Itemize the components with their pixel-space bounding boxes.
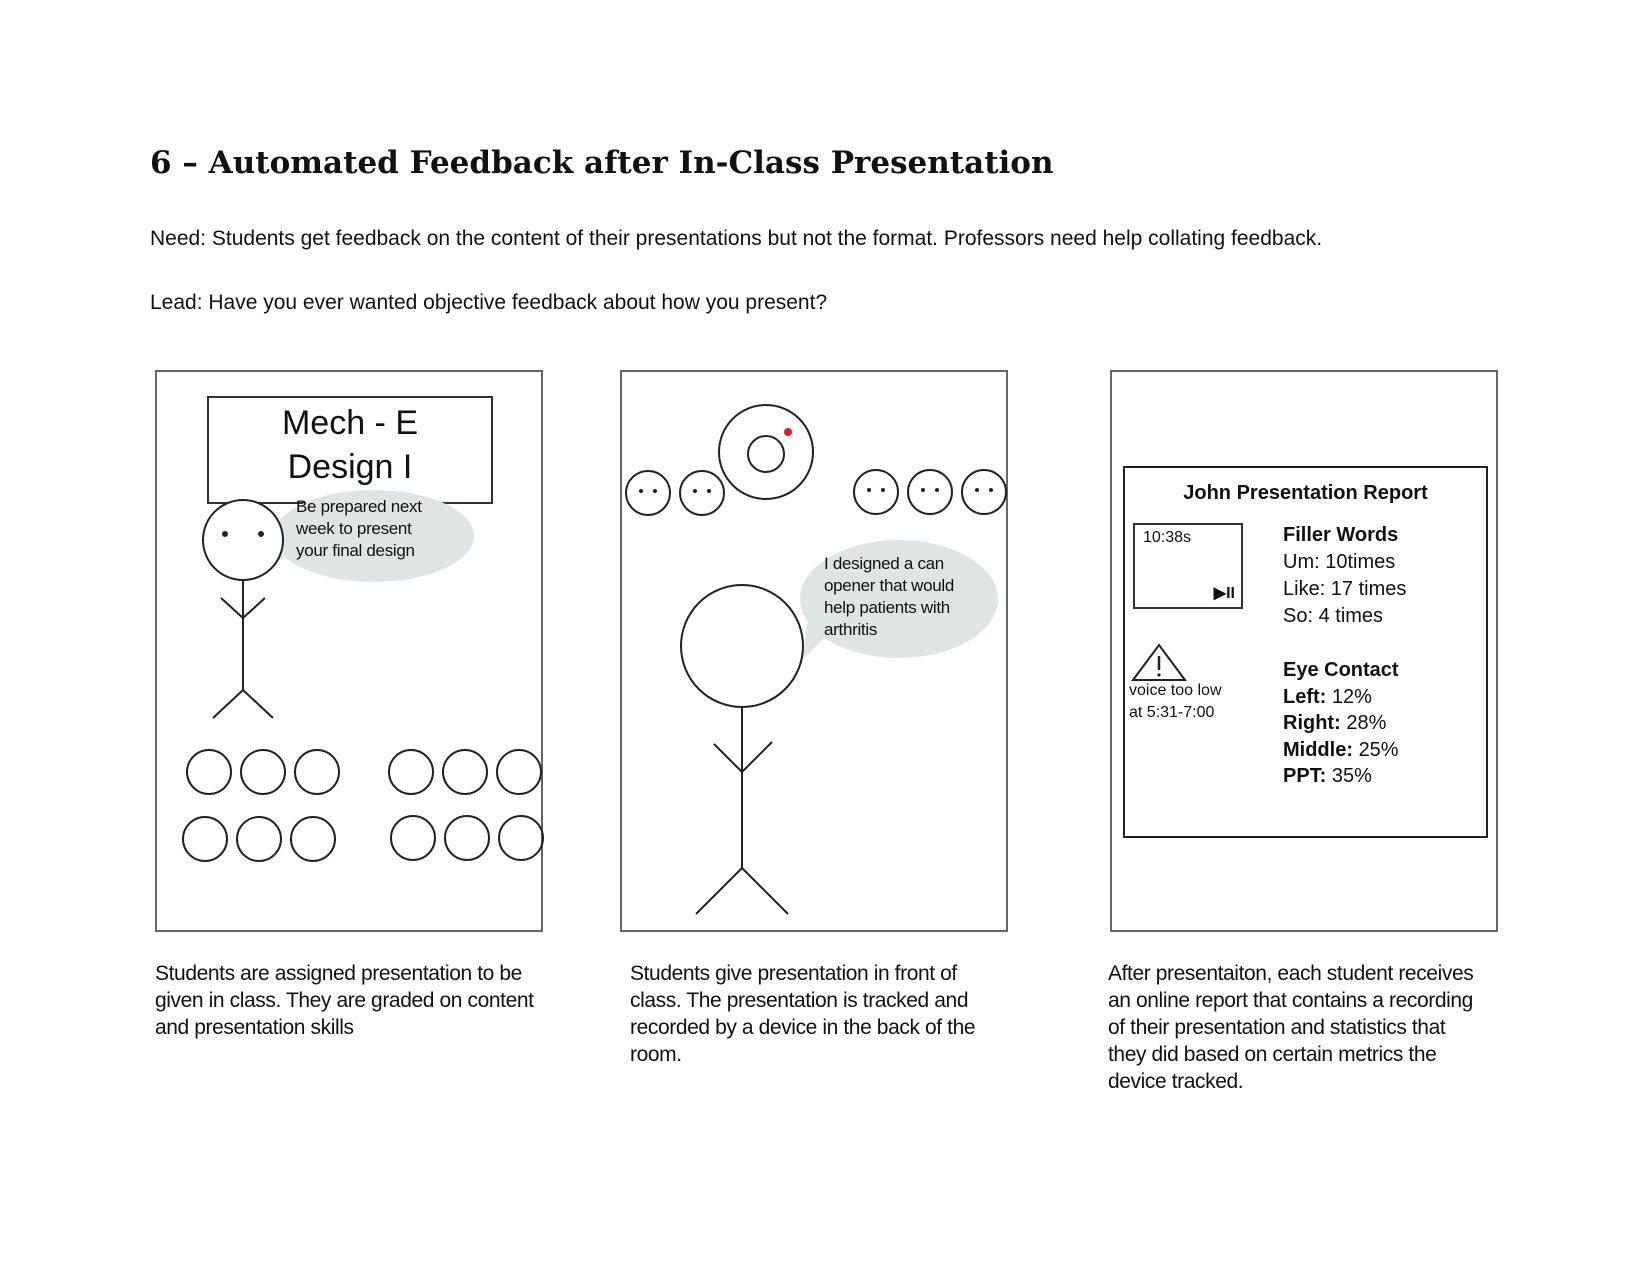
panel-1-caption: Students are assigned presentation to be given in class. They are graded on content and presentation skills <box>155 962 534 1039</box>
audience-heads <box>626 470 1006 515</box>
storyboard-panel-1 <box>155 370 543 932</box>
board-title-line2: Design I <box>287 448 413 486</box>
storyboard-panel-3 <box>1110 370 1498 932</box>
page-title: 6 – Automated Feedback after In-Class Presentation <box>150 145 1054 181</box>
warning-text: voice too low at 5:31-7:00 <box>1129 682 1222 721</box>
recording-player[interactable] <box>1133 523 1243 609</box>
filler-words-heading: Filler Words <box>1283 524 1399 546</box>
recording-dot <box>784 428 792 436</box>
student-head <box>681 585 803 707</box>
professor-head <box>203 500 283 580</box>
board-title-line1: Mech - E <box>281 404 419 442</box>
panel-3-caption: After presentaiton, each student receives an online report that contains a recording of their presentation and statistics that they did based on certain metrics the device tracked. <box>1108 962 1474 1093</box>
eye-contact-stats: Eye Contact Left: 12% Right: 28% Middle: 25% PPT: 35% <box>1283 659 1399 787</box>
video-time: 10:38s <box>1143 529 1192 546</box>
eye-contact-heading: Eye Contact <box>1283 659 1399 681</box>
lead-statement: Lead: Have you ever wanted objective feedback about how you present? <box>150 291 828 314</box>
warning-icon <box>1129 642 1189 684</box>
presentation-report <box>1123 466 1488 838</box>
student-presenter-figure <box>681 585 803 914</box>
speech-text: Be prepared next week to present your final design <box>296 497 422 560</box>
report-title: John Presentation Report <box>1183 482 1428 504</box>
panel-2-drawing <box>622 372 1010 934</box>
speech-text: I designed a can opener that would help patients with arthritis <box>824 554 955 639</box>
panel-1-drawing <box>157 372 545 934</box>
need-statement: Need: Students get feedback on the content of their presentations but not the format. Professors need help collating feedback. <box>150 227 1323 250</box>
professor-figure <box>203 500 283 718</box>
play-pause-icon[interactable]: ▶II <box>1213 585 1235 602</box>
filler-words-stats: Filler Words Um: 10times Like: 17 times So: 4 times <box>1283 524 1407 627</box>
panel-2-caption: Students give presentation in front of class. The presentation is tracked and recorded by a device in the back of the room. <box>630 962 976 1066</box>
audience-heads <box>183 750 543 861</box>
recording-device <box>719 405 813 499</box>
storyboard-panel-2 <box>620 370 1008 932</box>
